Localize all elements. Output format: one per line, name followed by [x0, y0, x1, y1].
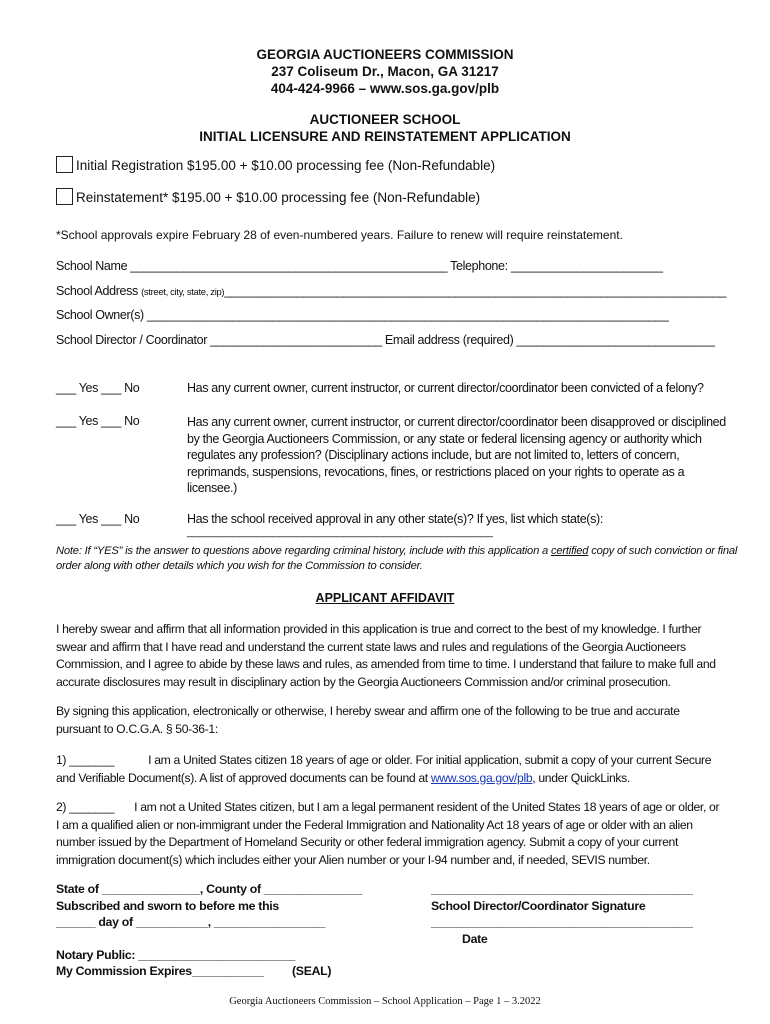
school-owner-field[interactable]: School Owner(s) _______________________________________________________________________________ [56, 308, 669, 322]
non-citizen-option-blank[interactable]: 2) _______ [56, 800, 115, 814]
reinstatement-option [56, 188, 480, 205]
note-line-2: order along with other details which you wish for the Commission to consider. [56, 560, 423, 572]
certified-word: certified [550, 545, 589, 557]
day-of-field[interactable]: ______ day of ___________, _________________ [56, 915, 326, 929]
q2-line: licensee.) [187, 481, 237, 495]
reinstatement-checkbox[interactable] [56, 188, 73, 205]
subscribed-text: Subscribed and sworn to before me this [56, 899, 279, 913]
school-name-field[interactable]: School Name ________________________________________________ Telephone: _______________________ [56, 259, 663, 273]
page-footer: Georgia Auctioneers Commission – School Application – Page 1 – 3.2022 [229, 996, 541, 1007]
org-name: GEORGIA AUCTIONEERS COMMISSION [256, 47, 514, 62]
reinstatement-label: Reinstatement* $195.00 + $10.00 processing fee (Non-Refundable) [76, 190, 481, 205]
q2-line: regulates any profession? (Disciplinary actions include, but are not limited to, letters of concern, [187, 448, 680, 462]
initial-registration-option [56, 156, 495, 173]
commission-expires-field[interactable]: My Commission Expires___________ [56, 964, 264, 978]
q3-text: Has the school received approval in any other state(s)? If yes, list which state(s): [187, 512, 603, 526]
seal-label: (SEAL) [292, 964, 332, 978]
q1-text: Has any current owner, current instructor, or current director/coordinator been convicted of a felony? [187, 381, 704, 395]
expire-note: *School approvals expire February 28 of even-numbered years. Failure to renew will require reinstatement. [56, 228, 623, 242]
affidavit-paragraph-2: By signing this application, electronically or otherwise, I hereby swear and affirm one of the following to be true and accurate pursuant to O.C.G.A. § 50-36-1: [56, 704, 680, 736]
form-subtitle: INITIAL LICENSURE AND REINSTATEMENT APPLICATION [199, 129, 571, 144]
school-address-line: ____________________________________________________________________________ [224, 284, 726, 298]
q2-text [187, 414, 726, 497]
initial-registration-checkbox[interactable] [56, 156, 73, 173]
criminal-history-note [56, 544, 737, 574]
school-address-field[interactable] [56, 284, 726, 298]
q2-line: by the Georgia Auctioneers Commission, or any state or federal licensing agency or authority which [187, 431, 702, 446]
initial-registration-label: Initial Registration $195.00 + $10.00 processing fee (Non-Refundable) [76, 158, 496, 173]
org-address: 237 Coliseum Dr., Macon, GA 31217 [271, 64, 499, 79]
state-county-field[interactable]: State of _______________, County of _______________ [56, 882, 362, 896]
date-line[interactable]: ________________________________________ [431, 915, 693, 929]
q2-yes-no[interactable]: ___ Yes ___ No [56, 414, 140, 428]
affidavit-title: APPLICANT AFFIDAVIT [315, 591, 455, 605]
citizen-option: 1) _______ I am a United States citizen 18 years of age or older. For initial application, submit a copy of your current Secure and Verifiable Document(s). A list of approved documents can be found at www.sos.ga.gov/plb, under QuickLinks. [56, 753, 712, 785]
q3-yes-no[interactable]: ___ Yes ___ No [56, 512, 140, 526]
citizen-option-blank[interactable]: 1) _______ [56, 753, 115, 767]
director-email-field[interactable]: School Director / Coordinator __________________________ Email address (required) ______________________________ [56, 333, 715, 347]
org-contact: 404-424-9966 – www.sos.ga.gov/plb [270, 81, 500, 96]
form-title: AUCTIONEER SCHOOL [309, 112, 461, 127]
school-address-hint: (street, city, state, zip) [141, 287, 225, 298]
date-label: Date [462, 932, 488, 946]
notary-field[interactable]: Notary Public: ________________________ [56, 948, 296, 962]
affidavit-paragraph-1: I hereby swear and affirm that all information provided in this application is true and correct to the best of my knowledge. I further swear and affirm that I have read and understand the current state laws and rules and regulations of the Georgia Auctioneers Commission, and I agree to abide by these laws and rules, as amended from time to time. I understand that failure to make full and accurate disclosures may result in disciplinary action by the Georgia Auctioneers Commission and/or criminal prosecution. [56, 622, 716, 689]
q1-yes-no[interactable]: ___ Yes ___ No [56, 381, 140, 395]
q2-line: reprimands, suspensions, revocations, fines, or restrictions placed on your rights to operate as a [187, 464, 685, 479]
q3-states-line[interactable]: _____________________________________________________ [187, 526, 493, 538]
note-line-1: Note: If “YES” is the answer to questions above regarding criminal history, include with this application a certified copy of such conviction or final [56, 545, 738, 557]
plb-link[interactable]: www.sos.ga.gov/plb [430, 770, 533, 785]
signature-label: School Director/Coordinator Signature [431, 899, 646, 913]
non-citizen-option: 2) _______ I am not a United States citizen, but I am a legal permanent resident of the United States 18 years of age or older, or I am a qualified alien or non-immigrant under the Federal Immigration and Nationality Act 18 years of age or older with an alien number issued by the Department of Homeland Security or other federal immigration agency. Submit a copy of your current immigration document(s) which includes either your Alien number or your I-94 number and, if needed, SEVIS number. [56, 800, 720, 867]
signature-line[interactable]: ________________________________________ [431, 882, 693, 896]
school-address-label: School Address [56, 284, 138, 298]
q2-line: Has any current owner, current instructor, or current director/coordinator been disapproved or disciplined [187, 415, 726, 429]
